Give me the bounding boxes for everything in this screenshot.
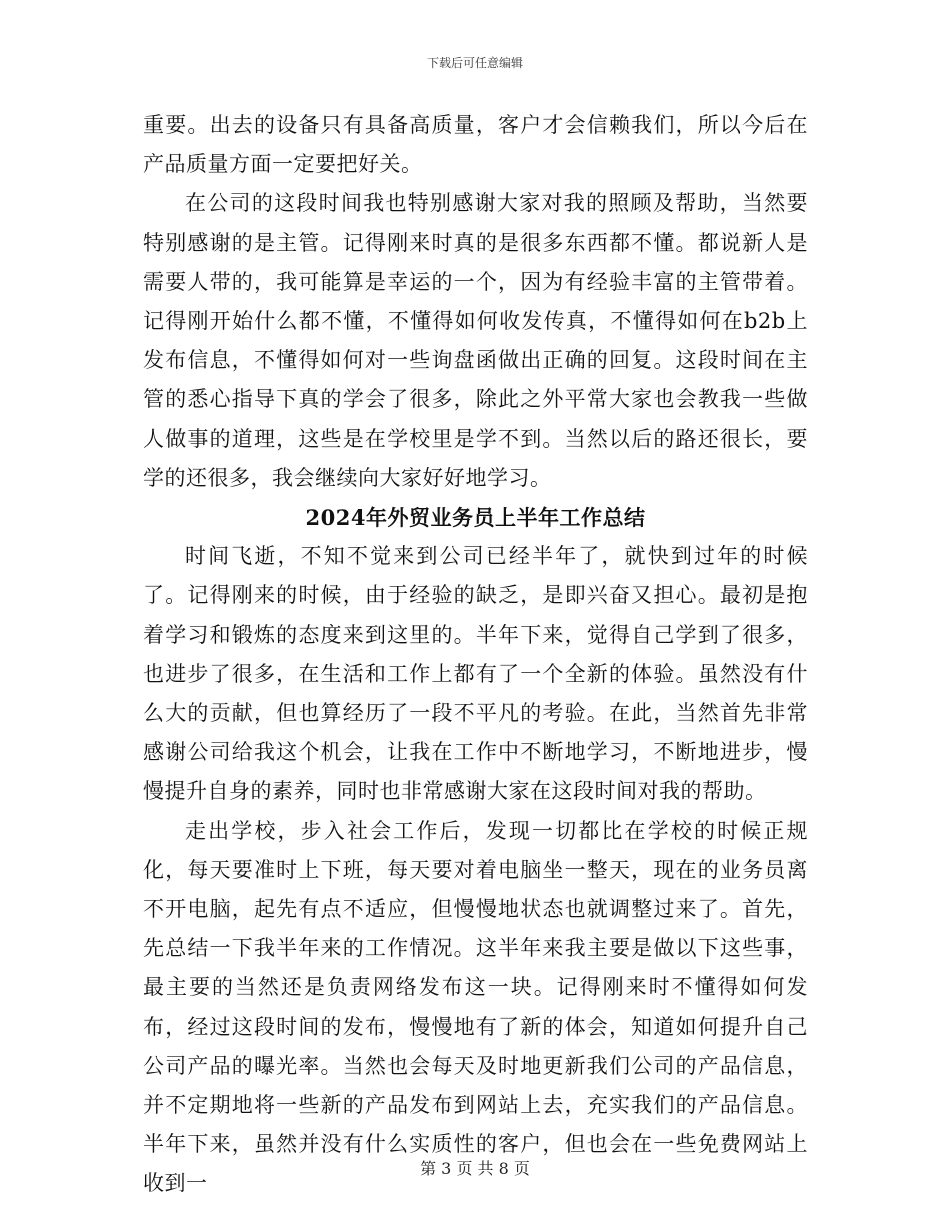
document-body <box>143 106 808 1204</box>
page-header-note: 下载后可任意编辑 <box>426 56 523 70</box>
paragraph-work-summary: 走出学校，步入社会工作后，发现一切都比在学校的时候正规化，每天要准时上下班，每天要对着电脑坐一整天，现在的业务员离不开电脑，起先有点不适应，但慢慢地状态也就调整过来了。首先，先总结一下我半年来的工作情况。这半年来我主要是做以下这些事，最主要的当然还是负责网络发布这一块。记得刚来时不懂得如何发布，经过这段时间的发布，慢慢地有了新的体会，知道如何提升自己公司产品的曝光率。当然也会每天及时地更新我们公司的产品信息，并不定期地将一些新的产品发布到网站上去，充实我们的产品信息。半年下来，虽然并没有什么实质性的客户，但也会在一些免费网站上收到一 <box>143 818 808 1196</box>
page-number: 第 3 页 共 8 页 <box>420 1159 530 1178</box>
section-title: 2024年外贸业务员上半年工作总结 <box>305 505 646 531</box>
paragraph-intro: 时间飞逝，不知不觉来到公司已经半年了，就快到过年的时候了。记得刚来的时候，由于经验的缺乏，是即兴奋又担心。最初是抱着学习和锻炼的态度来到这里的。半年下来，觉得自己学到了很多，也进步了很多，在生活和工作上都有了一个全新的体验。虽然没有什么大的贡献，但也算经历了一段不平凡的考验。在此，当然首先非常感谢公司给我这个机会，让我在工作中不断地学习，不断地进步，慢慢提升自身的素养，同时也非常感谢大家在这段时间对我的帮助。 <box>143 544 808 804</box>
paragraph-thanks: 在公司的这段时间我也特别感谢大家对我的照顾及帮助，当然要特别感谢的是主管。记得刚来时真的是很多东西都不懂。都说新人是需要人带的，我可能算是幸运的一个，因为有经验丰富的主管带着。记得刚开始什么都不懂，不懂得如何收发传真，不懂得如何在b2b上发布信息，不懂得如何对一些询盘函做出正确的回复。这段时间在主管的悉心指导下真的学会了很多，除此之外平常大家也会教我一些做人做事的道理，这些是在学校里是学不到。当然以后的路还很长，要学的还很多，我会继续向大家好好地学习。 <box>143 191 808 490</box>
paragraph-continued: 重要。出去的设备只有具备高质量，客户才会信赖我们，所以今后在产品质量方面一定要把好关。 <box>143 113 808 177</box>
